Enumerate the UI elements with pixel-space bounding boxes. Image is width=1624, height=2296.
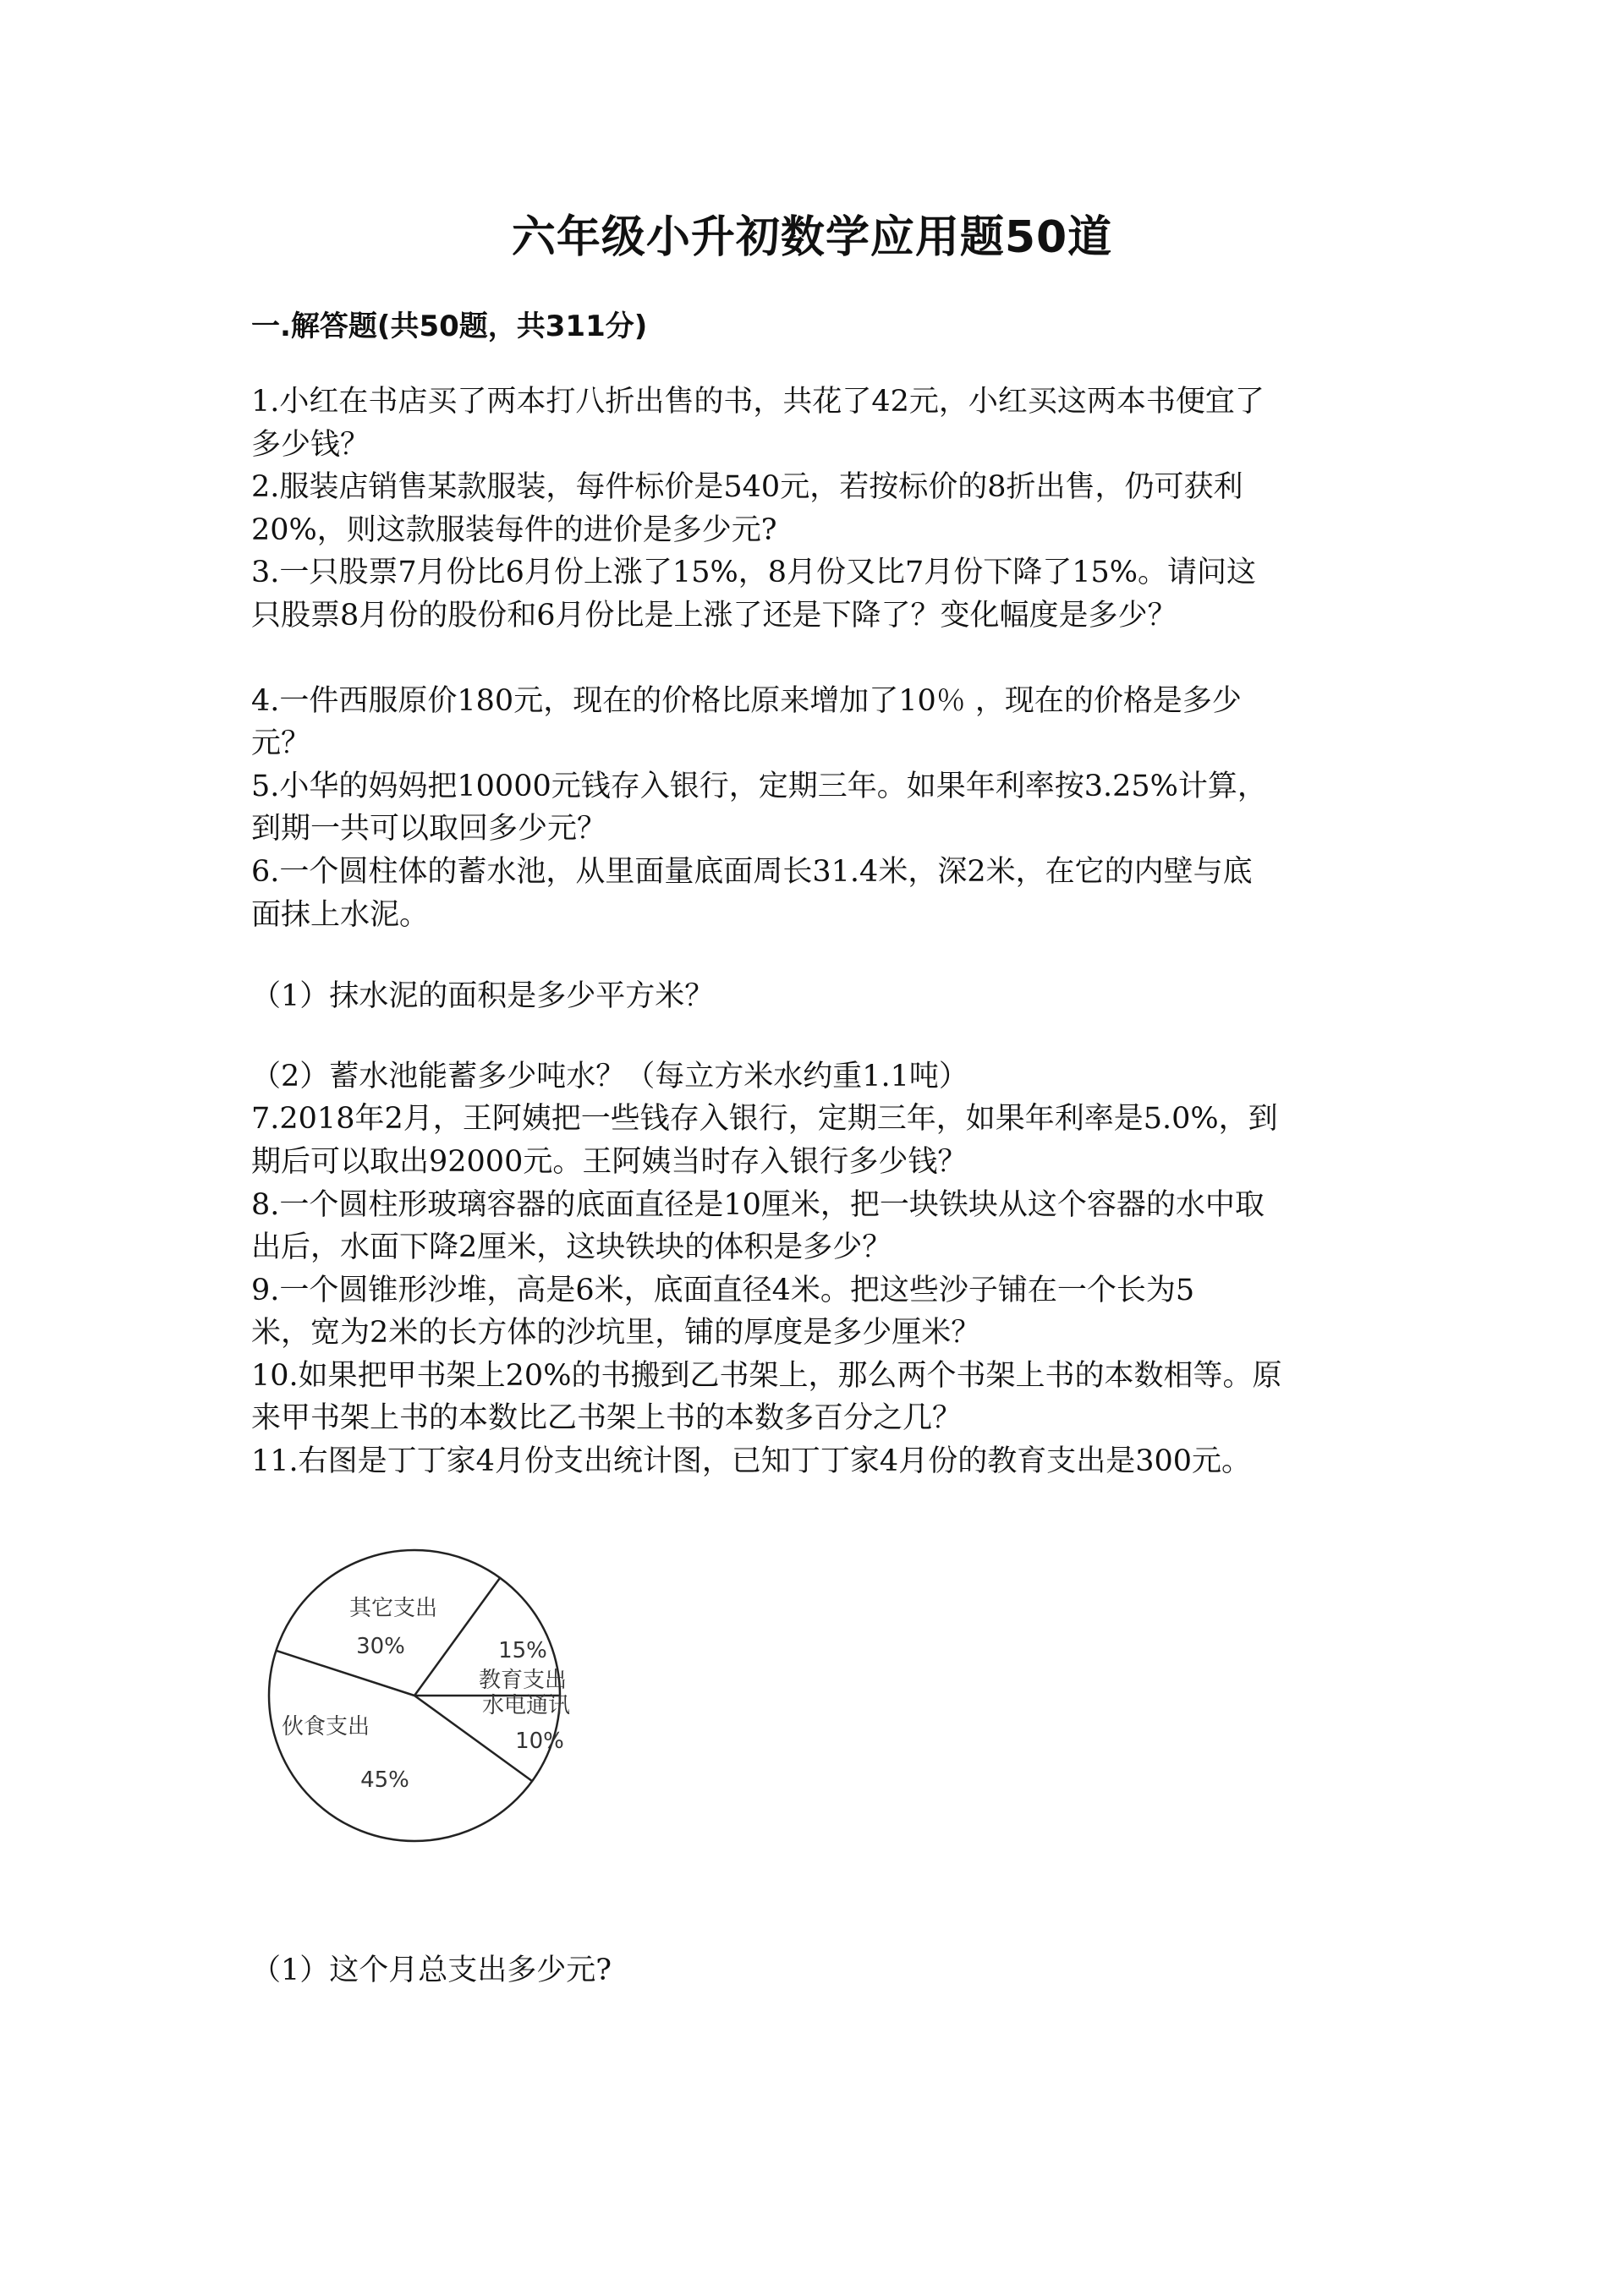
pie-slice-value: 30% (356, 1634, 405, 1659)
question-item (251, 1355, 1402, 1440)
question-line: 来甲书架上书的本数比乙书架上书的本数多百分之几？ (251, 1401, 963, 1436)
pie-slice-value: 10% (515, 1729, 564, 1754)
question-item (251, 1055, 1402, 1099)
question-item (251, 551, 1402, 637)
pie-slice-value: 45% (360, 1767, 409, 1793)
question-item (251, 851, 1402, 936)
question-line: 出后，水面下降2厘米，这块铁块的体积是多少？ (251, 1230, 892, 1265)
question-line: （1）抹水泥的面积是多少平方米？ (251, 979, 715, 1014)
question-line: 8.一个圆柱形玻璃容器的底面直径是10厘米，把一块铁块从这个容器的水中取 (251, 1187, 1265, 1222)
question-line: 11.右图是丁丁家4月份支出统计图，已知丁丁家4月份的教育支出是300元。 (251, 1444, 1252, 1479)
question-item (251, 1269, 1402, 1355)
question-line: 4.一件西服原价180元，现在的价格比原来增加了10％ ，现在的价格是多少 (251, 683, 1242, 718)
question-line: 3.一只股票7月份比6月份上涨了15%，8月份又比7月份下降了15%。请问这 (251, 556, 1257, 590)
question-item (251, 680, 1402, 765)
expense-pie-chart (254, 1535, 592, 1873)
question-item (251, 381, 1402, 466)
question-line: 1.小红在书店买了两本打八折出售的书，共花了42元，小红买这两本书便宜了 (251, 385, 1265, 419)
question-item (251, 975, 1402, 1018)
pie-slice-label: 教育支出 (478, 1668, 568, 1693)
question-line: 2.服装店销售某款服装，每件标价是540元，若按标价的8折出售，仍可获利 (251, 470, 1243, 505)
question-line: 5.小华的妈妈把10000元钱存入银行，定期三年。如果年利率按3.25%计算， (251, 769, 1267, 803)
question-line: 20%，则这款服装每件的进价是多少元? (251, 512, 777, 547)
question-item (251, 1440, 1402, 1483)
spacer (251, 936, 1402, 975)
question-item (251, 1184, 1402, 1269)
section-heading: 一.解答题(共50题，共311分) (251, 310, 648, 343)
question-item (251, 765, 1402, 851)
question-line: 米，宽为2米的长方体的沙坑里，铺的厚度是多少厘米？ (251, 1316, 981, 1351)
question-line: 元？ (251, 726, 311, 761)
question-line: 面抹上水泥。 (251, 897, 430, 932)
question-line: 9.一个圆锥形沙堆，高是6米，底面直径4米。把这些沙子铺在一个长为5 (251, 1273, 1195, 1307)
page-title: 六年级小升初数学应用题50道 (511, 212, 1113, 263)
sub-question: （1）这个月总支出多少元? (251, 1954, 612, 1987)
question-line: 7.2018年2月，王阿姨把一些钱存入银行，定期三年，如果年利率是5.0%，到 (251, 1102, 1278, 1137)
question-line: 只股票8月份的股份和6月份比是上涨了还是下降了？变化幅度是多少？ (251, 598, 1177, 633)
question-item (251, 1098, 1402, 1183)
pie-slice-label: 水电通讯 (481, 1693, 571, 1718)
question-line: 10.如果把甲书架上20%的书搬到乙书架上，那么两个书架上书的本数相等。原 (251, 1358, 1282, 1393)
pie-slice-label: 其它支出 (348, 1596, 438, 1621)
question-list (251, 381, 1402, 1483)
spacer (251, 1018, 1402, 1055)
question-line: 期后可以取出92000元。王阿姨当时存入银行多少钱？ (251, 1144, 968, 1179)
question-line: 多少钱？ (251, 427, 370, 462)
spacer (251, 638, 1402, 680)
question-line: 到期一共可以取回多少元？ (251, 812, 607, 847)
pie-slice-value: 15% (498, 1638, 547, 1663)
question-line: 6.一个圆柱体的蓄水池，从里面量底面周长31.4米，深2米，在它的内壁与底 (251, 854, 1253, 889)
pie-slice-label: 伙食支出 (281, 1714, 370, 1740)
question-item (251, 466, 1402, 551)
question-line: （2）蓄水池能蓄多少吨水？（每立方米水约重1.1吨） (251, 1059, 968, 1093)
